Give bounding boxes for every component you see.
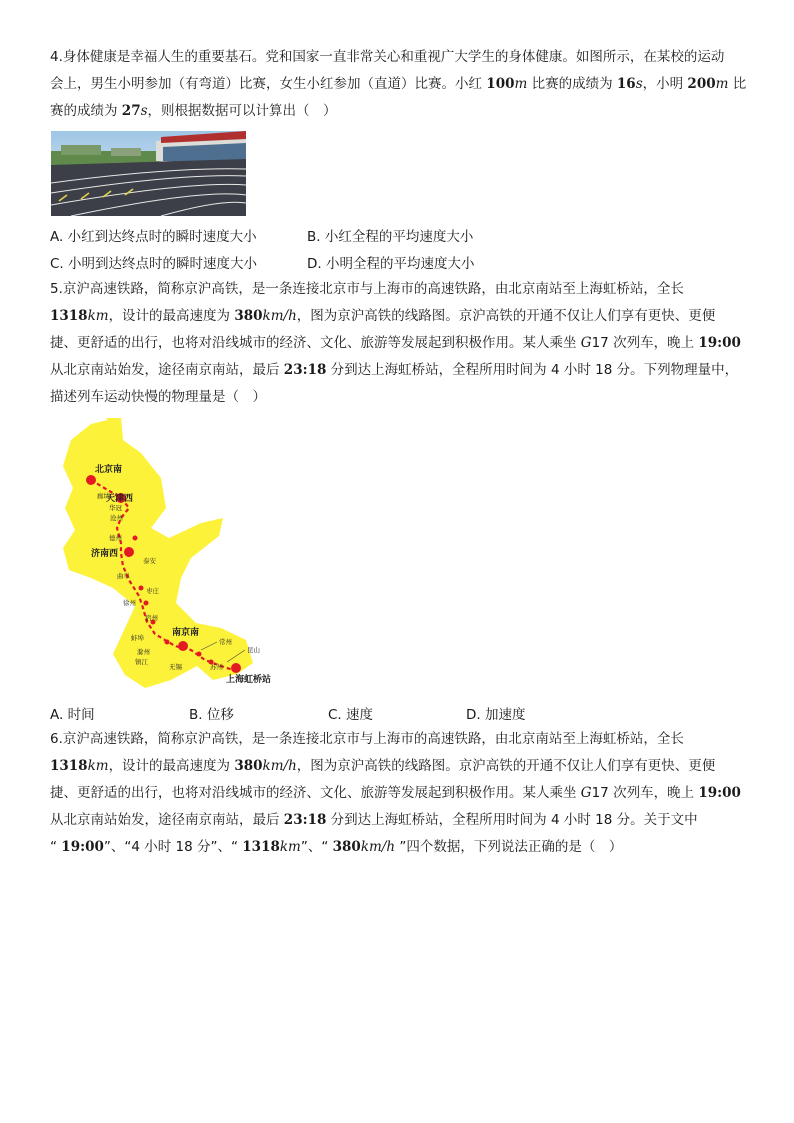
q4-option-d[interactable]: D. 小明全程的平均速度大小: [307, 256, 475, 272]
text-run: 从北京南站始发，途径南京南站，最后: [50, 812, 284, 828]
text-run: km/h: [360, 839, 396, 855]
text-run: “: [50, 839, 62, 855]
text-run: ”四个数据，下列说法正确的是（ ）: [395, 839, 623, 855]
text-run: 17: [591, 785, 609, 801]
text-run: 次列车，晚上: [608, 335, 699, 351]
q6-line-4: [50, 807, 750, 834]
label-shanghai: 上海虹桥站: [226, 675, 272, 685]
q5-line-1: [50, 276, 750, 303]
label-chuzhou: 滁州: [137, 648, 150, 656]
text-run: 4.身体健康是幸福人生的重要基石。党和国家一直非常关心和重视广大学生的身体健康。如图所示，在某校的运动: [50, 49, 725, 65]
question-4: [50, 44, 750, 125]
text-run: ”、“: [300, 839, 333, 855]
label-beijing: 北京南: [95, 465, 123, 475]
label-cangzhou: 沧州: [110, 514, 123, 522]
label-tianjin: 天津西: [106, 494, 134, 504]
q5-option-b[interactable]: B. 位移: [189, 707, 234, 723]
text-run: 23:18: [283, 362, 327, 378]
text-run: 捷、更舒适的出行，也将对沿线城市的经济、文化、旅游等发展起到积极作用。某人乘坐: [50, 785, 581, 801]
text-run: G: [580, 335, 592, 351]
text-run: 27: [121, 103, 141, 119]
text-run: 380: [234, 308, 263, 324]
text-run: 23:18: [283, 812, 327, 828]
station-jinan-dot: [124, 547, 134, 557]
label-bengbu: 蚌埠: [131, 634, 144, 642]
text-run: 比: [728, 76, 747, 92]
text-run: 16: [616, 76, 636, 92]
q4-option-b[interactable]: B. 小红全程的平均速度大小: [307, 229, 474, 245]
q6-line-1: [50, 726, 750, 753]
text-run: 17: [591, 335, 609, 351]
text-run: ，设计的最高速度为: [108, 758, 235, 774]
q5-option-c[interactable]: C. 速度: [328, 707, 374, 723]
q5-line-3: [50, 330, 750, 357]
text-run: 描述列车运动快慢的物理量是（ ）: [50, 389, 266, 405]
label-huaxian: 华冠: [109, 504, 122, 512]
text-run: 1318: [242, 839, 280, 855]
text-run: 次列车，晚上: [608, 785, 699, 801]
q4-line-2: [50, 71, 750, 98]
text-run: 19:00: [61, 839, 104, 855]
text-run: 1318: [50, 758, 88, 774]
text-run: 380: [332, 839, 361, 855]
label-wuxi: 无锡: [169, 663, 182, 671]
text-run: m: [715, 76, 729, 92]
q6-line-2: [50, 753, 750, 780]
label-nanjing: 南京南: [172, 628, 200, 638]
label-taian: 泰安: [143, 557, 156, 565]
text-run: km/h: [262, 308, 297, 324]
q6-line-3: [50, 780, 750, 807]
q5-line-5: [50, 384, 750, 411]
label-dezhou: 德州: [109, 534, 122, 542]
text-run: 从北京南站始发，途径南京南站，最后: [50, 362, 284, 378]
label-suzhou: 苏州: [210, 663, 223, 671]
label-changzhou: 常州: [219, 638, 232, 646]
text-run: km: [87, 758, 109, 774]
text-run: km: [279, 839, 301, 855]
label-xuzhou: 徐州: [123, 599, 136, 607]
station-shanghai-dot: [231, 663, 241, 673]
station-beijing-dot: [86, 475, 96, 485]
text-run: m: [514, 76, 528, 92]
text-run: s: [140, 103, 148, 119]
text-run: 捷、更舒适的出行，也将对沿线城市的经济、文化、旅游等发展起到积极作用。某人乘坐: [50, 335, 581, 351]
text-run: ，则根据数据可以计算出（ ）: [147, 103, 337, 119]
text-run: km: [87, 308, 109, 324]
text-run: 380: [234, 758, 263, 774]
label-jinan: 济南西: [91, 549, 119, 559]
text-run: km/h: [262, 758, 297, 774]
text-run: 会上，男生小明参加（有弯道）比赛，女生小红参加（直道）比赛。小红: [50, 76, 487, 92]
text-run: 19:00: [698, 785, 741, 801]
railway-map: [51, 418, 291, 694]
question-6: [50, 726, 750, 861]
q5-line-2: [50, 303, 750, 330]
label-suzhou-ah: 宿州: [145, 614, 158, 622]
text-run: G: [580, 785, 592, 801]
text-run: s: [635, 76, 643, 92]
label-zhenjiang: 镇江: [135, 658, 148, 666]
text-run: 200: [687, 76, 716, 92]
text-run: ，图为京沪高铁的线路图。京沪高铁的开通不仅让人们享有更快、更便: [296, 758, 716, 774]
q5-option-a[interactable]: A. 时间: [50, 707, 95, 723]
text-run: ”、“4 小时 18 分”、“: [103, 839, 243, 855]
q4-line-1: [50, 44, 750, 71]
text-run: 100: [486, 76, 515, 92]
q4-option-a[interactable]: A. 小红到达终点时的瞬时速度大小: [50, 229, 257, 245]
text-run: 比赛的成绩为: [527, 76, 617, 92]
text-run: 赛的成绩为: [50, 103, 122, 119]
q6-line-5: [50, 834, 750, 861]
q5-option-d[interactable]: D. 加速度: [466, 707, 526, 723]
label-langfang: 廊坊: [97, 492, 110, 500]
q4-line-3: [50, 98, 750, 125]
text-run: 分到达上海虹桥站，全程所用时间为 4 小时 18 分。关于文中: [326, 812, 698, 828]
text-run: 1318: [50, 308, 88, 324]
text-run: 分到达上海虹桥站，全程所用时间为 4 小时 18 分。下列物理量中，: [326, 362, 739, 378]
text-run: ，小明: [642, 76, 688, 92]
text-run: ，图为京沪高铁的线路图。京沪高铁的开通不仅让人们享有更快、更便: [296, 308, 716, 324]
q4-option-c[interactable]: C. 小明到达终点时的瞬时速度大小: [50, 256, 258, 272]
label-qufu: 曲阜: [117, 572, 130, 580]
station-nanjing-dot: [178, 641, 188, 651]
track-photo: [51, 131, 246, 216]
label-zaozhuang: 枣庄: [146, 587, 159, 595]
question-5: [50, 276, 750, 411]
label-kunshan: 昆山: [247, 646, 260, 654]
text-run: ，设计的最高速度为: [108, 308, 235, 324]
text-run: 5.京沪高速铁路，简称京沪高铁，是一条连接北京市与上海市的高速铁路，由北京南站至上海虹桥站，全长: [50, 281, 684, 297]
text-run: 6.京沪高速铁路，简称京沪高铁，是一条连接北京市与上海市的高速铁路，由北京南站至上海虹桥站，全长: [50, 731, 684, 747]
q5-line-4: [50, 357, 750, 384]
text-run: 19:00: [698, 335, 741, 351]
